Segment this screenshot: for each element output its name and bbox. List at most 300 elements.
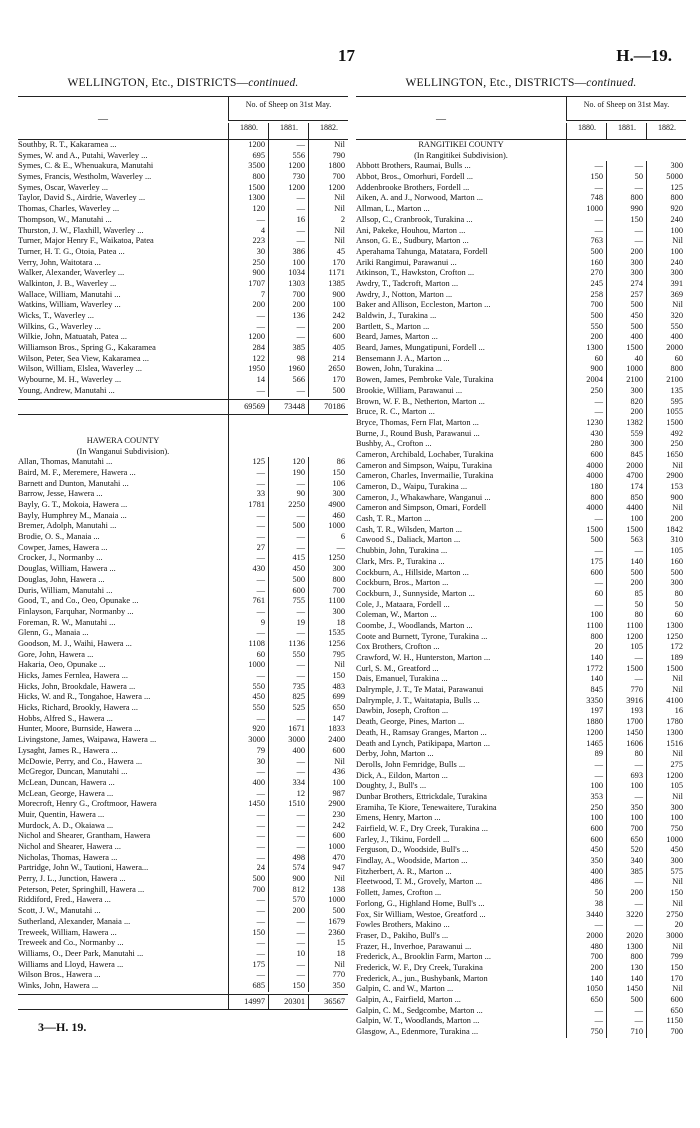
sheep-count: 987 xyxy=(308,789,348,800)
sheep-count: 10 xyxy=(268,949,308,960)
owner-name: Awdry, J., Notton, Marton ... xyxy=(356,289,453,299)
owner-name: Treweek, William, Hawera ... xyxy=(18,927,117,937)
table-row xyxy=(18,970,348,981)
sheep-count: 223 xyxy=(228,236,268,247)
sheep-count: 98 xyxy=(268,354,308,365)
owner-name: Wilkie, John, Matuatah, Patea ... xyxy=(18,332,127,342)
sheep-count: 799 xyxy=(646,952,686,963)
sheep-count: — xyxy=(228,810,268,821)
table-row xyxy=(18,714,348,725)
owner-name: Nicholas, Thomas, Hawera ... xyxy=(18,852,118,862)
table-row xyxy=(18,140,348,151)
sheep-count: — xyxy=(566,514,606,525)
sheep-count: 300 xyxy=(606,268,646,279)
sheep-count: 2000 xyxy=(646,343,686,354)
sheep-count: 1230 xyxy=(566,418,606,429)
sheep-count: — xyxy=(268,767,308,778)
table-row xyxy=(356,749,686,760)
owner-name: Peterson, Peter, Springhill, Hawera ... xyxy=(18,884,145,894)
owner-name: Fraser, D., Pakiho, Bull's ... xyxy=(356,930,449,940)
sheep-count: 820 xyxy=(606,397,646,408)
table-row xyxy=(18,596,348,607)
sheep-count: 100 xyxy=(566,813,606,824)
owner-name: Cowper, James, Hawera ... xyxy=(18,542,108,552)
table-row xyxy=(356,322,686,333)
owner-name: Cameron and Simpson, Waipu, Turakina xyxy=(356,460,492,470)
sheep-count: 700 xyxy=(268,290,308,301)
sheep-count: — xyxy=(268,479,308,490)
table-row xyxy=(356,760,686,771)
table-row xyxy=(356,161,686,172)
sheep-count: 1000 xyxy=(228,660,268,671)
sheep-count: 45 xyxy=(308,247,348,258)
table-row xyxy=(18,917,348,928)
sheep-count: 135 xyxy=(646,386,686,397)
owner-name: Bruce, R. C., Marton ... xyxy=(356,407,435,417)
sheep-count: 430 xyxy=(566,429,606,440)
sheep-header: No. of Sheep on 31st May. xyxy=(566,97,686,121)
column-title: WELLINGTON, Etc., DISTRICTS—continued. xyxy=(405,77,637,89)
sheep-count: — xyxy=(268,140,308,151)
owner-name: Williamson Bros., Spring G., Kakaramea xyxy=(18,343,156,353)
sheep-count: 245 xyxy=(566,279,606,290)
sheep-count: — xyxy=(268,332,308,343)
owner-name: Abbot, Bros., Omorhuri, Fordell ... xyxy=(356,172,474,182)
year-1881: 1881. xyxy=(268,123,309,139)
sheep-count: 353 xyxy=(566,792,606,803)
sheep-count: 147 xyxy=(308,714,348,725)
owner-name: Hicks, W. and R., Tongahoe, Hawera ... xyxy=(18,692,151,702)
table-row xyxy=(356,226,686,237)
sheep-count: 2000 xyxy=(566,931,606,942)
sheep-count: 1960 xyxy=(268,364,308,375)
sheep-count: 500 xyxy=(268,575,308,586)
owner-name: Eramiha, Te Kiore, Tenewaitere, Turakina xyxy=(356,802,497,812)
sheep-count: 735 xyxy=(268,682,308,693)
table-row xyxy=(356,877,686,888)
table-row xyxy=(356,503,686,514)
owner-name: Curl, S. M., Greatford ... xyxy=(356,663,439,673)
sheep-count: 900 xyxy=(228,268,268,279)
owner-name: Baldwin, J., Turakina ... xyxy=(356,311,437,320)
sheep-count: — xyxy=(268,810,308,821)
sheep-count: 550 xyxy=(566,322,606,333)
table-row xyxy=(18,161,348,172)
owner-name: Aperahama Tahunga, Matatara, Fordell xyxy=(356,246,488,256)
table-row xyxy=(356,493,686,504)
sheep-count: 1000 xyxy=(308,895,348,906)
left-column xyxy=(18,78,348,1010)
table-row xyxy=(18,628,348,639)
table-row xyxy=(18,172,348,183)
owner-name: Emens, Henry, Marton ... xyxy=(356,813,441,823)
sheep-count: 1050 xyxy=(566,984,606,995)
sheep-count: 1535 xyxy=(308,628,348,639)
sheep-count: 1250 xyxy=(308,553,348,564)
sheep-count: — xyxy=(606,760,646,771)
sheep-count: 700 xyxy=(566,300,606,311)
sheep-count: 120 xyxy=(228,204,268,215)
owner-name: Goodson, M. J., Waihi, Hawera ... xyxy=(18,638,132,648)
sheep-count: 300 xyxy=(646,856,686,867)
table-row xyxy=(18,300,348,311)
sheep-count: 280 xyxy=(566,439,606,450)
sheep-count: — xyxy=(268,671,308,682)
sheep-count: 300 xyxy=(606,258,646,269)
owner-name: Derby, John, Marton ... xyxy=(356,749,434,759)
sheep-count: 1000 xyxy=(308,842,348,853)
sheep-count: 500 xyxy=(228,874,268,885)
sheep-count: 763 xyxy=(566,236,606,247)
sheep-count: 650 xyxy=(606,835,646,846)
sheep-count: 1200 xyxy=(268,161,308,172)
sheep-count: 559 xyxy=(606,429,646,440)
sheep-count: 150 xyxy=(308,671,348,682)
sheep-count: 250 xyxy=(566,803,606,814)
table-row xyxy=(18,586,348,597)
sheep-count: — xyxy=(268,757,308,768)
owner-name: Awdry, T., Tadcroft, Marton ... xyxy=(356,278,459,288)
sheep-count: 50 xyxy=(606,600,646,611)
table-row xyxy=(18,543,348,554)
sheep-count: 9 xyxy=(228,618,268,629)
sheep-count: 258 xyxy=(566,290,606,301)
sheep-count: — xyxy=(228,607,268,618)
owner-name: Muir, Quentin, Hawera ... xyxy=(18,809,105,819)
table-row xyxy=(356,664,686,675)
sheep-count: Nil xyxy=(308,757,348,768)
sheep-count: 40 xyxy=(606,354,646,365)
table-row xyxy=(18,479,348,490)
owner-name: Livingstone, James, Waipawa, Hawera ... xyxy=(18,735,157,745)
total-row: 14997 20301 36567 xyxy=(18,994,348,1010)
sheep-count: — xyxy=(228,938,268,949)
sheep-count: 138 xyxy=(308,885,348,896)
table-row xyxy=(356,781,686,792)
sheep-count: 1500 xyxy=(228,183,268,194)
sheep-count: 1772 xyxy=(566,664,606,675)
owner-name: Beard, James, Marton ... xyxy=(356,332,438,342)
sheep-count: 2360 xyxy=(308,928,348,939)
sheep-count: 33 xyxy=(228,489,268,500)
owner-name: Doughty, J., Bull's ... xyxy=(356,781,427,791)
owner-name: Fleetwood, T. M., Grovely, Marton ... xyxy=(356,877,482,887)
sheep-count: 3000 xyxy=(268,735,308,746)
table-row xyxy=(18,532,348,543)
sheep-count: 1200 xyxy=(308,183,348,194)
sheep-count: — xyxy=(268,236,308,247)
table-row xyxy=(356,418,686,429)
sheep-count: 385 xyxy=(606,867,646,878)
owner-name: Ariki Rangimui, Parawanui ... xyxy=(356,257,457,267)
table-row xyxy=(18,831,348,842)
table-row xyxy=(18,204,348,215)
sheep-count: 500 xyxy=(308,906,348,917)
table-row xyxy=(356,204,686,215)
sheep-count: Nil xyxy=(308,236,348,247)
table-header: — No. of Sheep on 31st May. 1880. 1881. 1882. xyxy=(356,96,686,140)
owner-name: Bensemann J. A., Marton ... xyxy=(356,353,450,363)
sheep-count: 214 xyxy=(308,354,348,365)
sheep-count: 1950 xyxy=(228,364,268,375)
sheep-count: 2400 xyxy=(308,735,348,746)
owner-name: Walkinton, J. B., Waverley ... xyxy=(18,278,117,288)
sheep-count: 300 xyxy=(646,268,686,279)
owner-name: Fowles Brothers, Makino ... xyxy=(356,920,450,930)
sheep-count: 450 xyxy=(606,311,646,322)
sheep-count: — xyxy=(606,674,646,685)
sheep-count: 2900 xyxy=(646,471,686,482)
owner-name: Allsop, C., Cranbrook, Turakina ... xyxy=(356,214,473,224)
owner-name: Cole, J., Mataara, Fordell ... xyxy=(356,599,450,609)
table-row xyxy=(18,236,348,247)
sheep-count: — xyxy=(268,842,308,853)
sheep-count: 300 xyxy=(308,489,348,500)
sheep-count: 250 xyxy=(228,258,268,269)
table-row xyxy=(356,995,686,1006)
owner-name: Turner, H. T. G., Otoia, Patea ... xyxy=(18,246,125,256)
sheep-count: 170 xyxy=(646,974,686,985)
owner-name: Fairfield, W. F., Dry Creek, Turakina ... xyxy=(356,824,488,833)
sheep-count: 1000 xyxy=(308,521,348,532)
sheep-count: 1500 xyxy=(606,525,646,536)
owner-name: McGregor, Duncan, Manutahi ... xyxy=(18,767,128,777)
table-row xyxy=(18,553,348,564)
owner-name: Wilson Bros., Hawera ... xyxy=(18,970,101,980)
table-row xyxy=(356,343,686,354)
table-row xyxy=(18,279,348,290)
sheep-count: 1200 xyxy=(606,632,646,643)
sheep-count: 125 xyxy=(228,457,268,468)
sheep-count: 1300 xyxy=(566,343,606,354)
sheep-count: 920 xyxy=(228,724,268,735)
table-row xyxy=(18,928,348,939)
table-row xyxy=(356,482,686,493)
owner-name: Morecroft, Henry G., Croftmoor, Hawera xyxy=(18,799,157,809)
sheep-count: 250 xyxy=(646,439,686,450)
sheep-count: — xyxy=(268,543,308,554)
sheep-count: — xyxy=(606,899,646,910)
sheep-count: 770 xyxy=(308,970,348,981)
owner-name: Murdock, A. D., Okaiawa ... xyxy=(18,820,114,830)
table-row xyxy=(18,735,348,746)
sheep-count: — xyxy=(228,468,268,479)
column-title: WELLINGTON, Etc., DISTRICTS—continued. xyxy=(67,77,299,89)
owner-name: Bayly, G. T., Mokoia, Hawera ... xyxy=(18,500,128,509)
sheep-count: 193 xyxy=(606,706,646,717)
owner-name: Dawbin, Joseph, Crofton ... xyxy=(356,706,449,716)
sheep-count: 386 xyxy=(268,247,308,258)
sheep-count: 105 xyxy=(646,546,686,557)
sheep-count: 520 xyxy=(606,845,646,856)
owner-name: Galpin, C. and W., Marton ... xyxy=(356,984,454,994)
owner-name: Nichol and Shearer, Hawera ... xyxy=(18,842,121,851)
sheep-count: 60 xyxy=(228,650,268,661)
owner-name: Riddiford, Fred., Hawera ... xyxy=(18,895,111,905)
owner-name: Bremer, Adolph, Manutahi ... xyxy=(18,521,117,531)
sheep-count: 85 xyxy=(606,589,646,600)
table-row xyxy=(356,813,686,824)
sheep-count: — xyxy=(228,215,268,226)
table-row xyxy=(18,906,348,917)
sheep-count: 5000 xyxy=(646,172,686,183)
sheep-count: 825 xyxy=(268,692,308,703)
owner-name: Hunter, Moore, Burnside, Hawera ... xyxy=(18,724,141,734)
sheep-count: 1200 xyxy=(268,183,308,194)
sheep-count: 1108 xyxy=(228,639,268,650)
sheep-count: 1707 xyxy=(228,279,268,290)
owner-name: Barrow, Jesse, Hawera ... xyxy=(18,489,103,499)
owner-name: Forlong, G., Highland Home, Bull's ... xyxy=(356,898,485,908)
table-row xyxy=(356,386,686,397)
sheep-count: 50 xyxy=(566,888,606,899)
owner-name: Scott, J. W., Manutahi ... xyxy=(18,906,101,916)
sheep-count: — xyxy=(268,532,308,543)
sheep-count: 800 xyxy=(646,364,686,375)
table-row xyxy=(356,397,686,408)
sheep-count: — xyxy=(268,714,308,725)
owner-name: Frederick, A., Brooklin Farm, Marton ... xyxy=(356,952,491,962)
sheep-count: 600 xyxy=(566,835,606,846)
sheep-count: 400 xyxy=(228,778,268,789)
sheep-count: 3350 xyxy=(566,696,606,707)
sheep-count: 430 xyxy=(228,564,268,575)
sheep-count: 200 xyxy=(566,963,606,974)
sheep-count: 30 xyxy=(228,757,268,768)
sheep-count: Nil xyxy=(646,236,686,247)
sheep-count: 1500 xyxy=(606,343,646,354)
sheep-count: 200 xyxy=(606,578,646,589)
sheep-count: 230 xyxy=(308,810,348,821)
sheep-count: 3000 xyxy=(228,735,268,746)
table-row xyxy=(18,511,348,522)
sheep-count: — xyxy=(228,821,268,832)
sheep-count: 16 xyxy=(646,706,686,717)
sheep-count: 700 xyxy=(308,172,348,183)
sheep-count: 300 xyxy=(606,386,646,397)
owner-name: Barnett and Dunton, Manutahi ... xyxy=(18,478,129,488)
owner-name: Derolls, John Femridge, Bulls ... xyxy=(356,759,466,769)
sheep-count: 600 xyxy=(308,332,348,343)
sheep-count: 750 xyxy=(566,1027,606,1038)
sheep-count: 600 xyxy=(268,586,308,597)
sheep-count: 400 xyxy=(268,746,308,757)
owner-name: Hicks, James Fernlea, Hawera ... xyxy=(18,671,128,680)
sheep-count: 556 xyxy=(268,151,308,162)
sheep-count: — xyxy=(228,322,268,333)
sheep-count: — xyxy=(566,920,606,931)
sheep-count: 570 xyxy=(268,895,308,906)
sheep-count: — xyxy=(228,917,268,928)
sheep-count: 800 xyxy=(606,952,646,963)
sheep-count: 1303 xyxy=(268,279,308,290)
sheep-count: 460 xyxy=(308,511,348,522)
table-row xyxy=(18,618,348,629)
table-row xyxy=(356,728,686,739)
owner-name: Thompson, W., Manutahi ... xyxy=(18,214,112,224)
owner-name: Dais, Emanuel, Turakina ... xyxy=(356,674,448,684)
table-row xyxy=(18,521,348,532)
sheep-count: 480 xyxy=(566,942,606,953)
owner-name: Addenbrooke Brothers, Fordell ... xyxy=(356,182,470,192)
owner-name: Crawford, W. H., Hunterston, Marton ... xyxy=(356,653,491,662)
sheep-count: 80 xyxy=(606,610,646,621)
table-row xyxy=(356,653,686,664)
owner-name: Walker, Alexander, Waverley ... xyxy=(18,268,125,278)
sheep-count: 500 xyxy=(566,535,606,546)
right-rows xyxy=(356,140,686,1038)
owner-name: Bushby, A., Crofton ... xyxy=(356,439,432,449)
sheep-count: 650 xyxy=(566,995,606,1006)
owner-name: Hicks, John, Brookdale, Hawera ... xyxy=(18,681,136,691)
sheep-count: — xyxy=(268,607,308,618)
sheep-count: 7 xyxy=(228,290,268,301)
owner-name: Partridge, John W., Tautioni, Hawera... xyxy=(18,863,149,873)
table-row xyxy=(356,332,686,343)
sheep-count: — xyxy=(268,917,308,928)
sheep-count: 20 xyxy=(646,920,686,931)
table-row xyxy=(356,578,686,589)
table-row xyxy=(356,899,686,910)
sheep-count: 100 xyxy=(646,247,686,258)
sheep-count: 6 xyxy=(308,532,348,543)
sheep-count: 150 xyxy=(566,172,606,183)
owner-name: Coombe, J., Woodlands, Marton ... xyxy=(356,620,473,630)
table-row xyxy=(356,856,686,867)
sheep-count: 1500 xyxy=(646,418,686,429)
table-row xyxy=(18,457,348,468)
sheep-count: — xyxy=(228,671,268,682)
sheep-count: 500 xyxy=(566,247,606,258)
sheep-count: 1000 xyxy=(646,835,686,846)
sheep-count: 500 xyxy=(606,322,646,333)
owner-name: Crocker, J., Normanby ... xyxy=(18,553,103,563)
page-footer: 3—H. 19. xyxy=(38,1020,87,1034)
sheep-count: 60 xyxy=(566,589,606,600)
sheep-count: 89 xyxy=(566,749,606,760)
sheep-count: 700 xyxy=(228,885,268,896)
owner-name: Abbott Brothers, Raumai, Bulls ... xyxy=(356,161,471,171)
sheep-count: — xyxy=(566,226,606,237)
sheep-count: 369 xyxy=(646,290,686,301)
owner-name: McDowie, Perry, and Co., Hawera ... xyxy=(18,756,143,766)
owner-name: Brodie, O. S., Manaia ... xyxy=(18,532,100,542)
table-row xyxy=(356,739,686,750)
sheep-count: 2020 xyxy=(606,931,646,942)
table-row xyxy=(356,514,686,525)
sheep-count: 812 xyxy=(268,885,308,896)
sheep-count: 130 xyxy=(606,963,646,974)
owner-name: Lysaght, James R., Hawera ... xyxy=(18,745,118,755)
sheep-count: — xyxy=(566,397,606,408)
sheep-count: 600 xyxy=(308,746,348,757)
sheep-count: — xyxy=(228,553,268,564)
owner-name: Bartlett, S., Marton ... xyxy=(356,321,430,331)
sheep-count: 300 xyxy=(646,578,686,589)
owner-name: Cameron, Charles, Invermailie, Turakina xyxy=(356,471,494,481)
sheep-count: 18 xyxy=(308,618,348,629)
sheep-count: 100 xyxy=(606,514,646,525)
table-row xyxy=(18,767,348,778)
table-row xyxy=(356,610,686,621)
sheep-count: 405 xyxy=(308,343,348,354)
sheep-count: — xyxy=(228,842,268,853)
table-row xyxy=(356,557,686,568)
owner-name: Galpin, A., Fairfield, Marton ... xyxy=(356,995,461,1004)
table-row xyxy=(18,895,348,906)
sheep-count: 2100 xyxy=(646,375,686,386)
owner-name: Nichol and Shearer, Grantham, Hawera xyxy=(18,831,151,841)
